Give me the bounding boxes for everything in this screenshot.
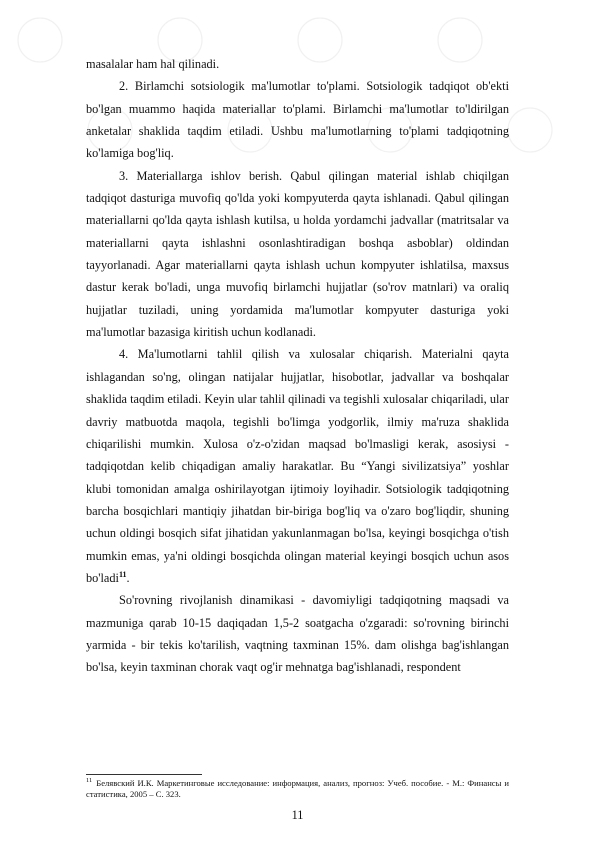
paragraph-analysis-end: . [126, 570, 130, 585]
paragraph-material-processing: 3. Materiallarga ishlov berish. Qabul qilingan material ishlab chiqilgan tadqiqot dasturiga muvofiq qo'lda yoki kompyuterda qayta ishlanadi. Qabul qilingan materiallarni qo'lda qayta ishlash kutilsa, u holda yordamchi jadvallar (matritsalar va materiallarni qayta ishlashni osonlashtiradigan boshqa asboblar) oldindan tayyorlanadi. Agar materiallarni qayta ishlash uchun kompyuter ishlatilsa, maxsus dastur kerak bo'ladi, unga muvofiq birlamchi hujjatlar (so'rov matnlari) va oraliq hujjatlar tuziladi, uning yordamida ma'lumotlar kompyuter dasturiga yoki ma'lumotlar bazasiga kiritish uchun kodlanadi. [86, 168, 509, 340]
page-number: 11 [291, 808, 304, 822]
footnote-divider [86, 774, 202, 775]
paragraph-analysis [86, 343, 509, 589]
paragraph-analysis-text: 4. Ma'lumotlarni tahlil qilish va xulosalar chiqarish. Materialni qayta ishlagandan so'ng, olingan natijalar hujjatlar, hisobotlar, jadvallar va boshqalar shaklida taqdim etiladi. Keyin ular tahlil qilinadi va tegishli xulosalar chiqariladi, ular davriy matbuotda maqola, tegishli bo'limga yodgorlik, ilmiy ma'ruza shaklida chiqarilishi mumkin. Xulosa o'z-o'zidan maqsad bo'lmasligi kerak, asosiysi - tadqiqotdan kelib chiqadigan amaliy harakatlar. Bu “Yangi sivilizatsiya” yoshlar klubi tomonidan amalga oshirilayotgan ijtimoiy loyihadir. Sotsiologik tadqiqotning barcha bosqichlari mantiqiy jihatdan bir-biriga bog'liq va o'zaro bog'liqdir, shuning uchun oldingi bosqich sifat jihatidan yakunlanmagan bo'lsa, keyingi bosqichga o'tish mumkin emas, ya'ni oldingi bosqichda olingan material keyingi bosqich uchun asos bo'ladi [86, 347, 509, 585]
paragraph-survey-dynamics: So'rovning rivojlanish dinamikasi - davomiyligi tadqiqotning maqsadi va mazmuniga qarab 10-15 daqiqadan 1,5-2 soatgacha o'zgaradi: so'rovning birinchi yarmida - bir tekis ko'tarilish, vaqtning taxminan 15%. dam olishga bag'ishlangan bo'lsa, keyin taxminan chorak vaqt og'ir mehnatga bag'ishlanadi, respondent [86, 593, 509, 675]
footnote [86, 778, 509, 800]
footnote-number: 11 [86, 777, 93, 785]
body-text [86, 53, 509, 679]
paragraph-primary-data: 2. Birlamchi sotsiologik ma'lumotlar to'plami. Sotsiologik tadqiqot ob'ekti bo'lgan muammo haqida materiallar to'plami. Birlamchi ma'lumotlar to'ldirilgan anketalar shaklida taqdim etiladi. Ushbu ma'lumotlarning to'plami tadqiqotning ko'lamiga bog'liq. [86, 79, 509, 161]
footnote-reference: 11 [118, 569, 127, 579]
footnote-text: Белявский И.К. Маркетинговые исследование: информация, анализ, прогноз: Учеб. пособие. - М.: Финансы и статистика, 2005 – С. 323. [86, 778, 509, 799]
paragraph-continuation: masalalar ham hal qilinadi. [86, 57, 220, 71]
